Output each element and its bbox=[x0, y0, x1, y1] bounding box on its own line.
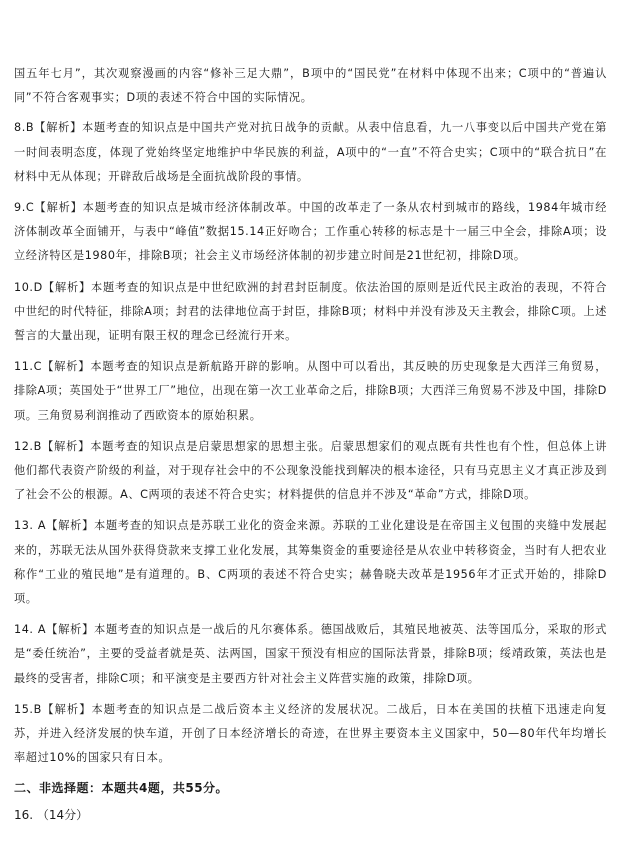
paragraph-7-continued: 国五年七月”，其次观察漫画的内容“修补三足大鼎”，B项中的“国民党”在材料中体现不出来；C项中的“普遍认同”不符合客观事实；D项的表述不符合中国的实际情况。 bbox=[14, 67, 607, 105]
answer-12-explanation: 12.B【解析】本题考查的知识点是启蒙思想家的思想主张。启蒙思想家们的观点既有共性也有个性，但总体上讲他们都代表资产阶级的利益，对于现存社会中的不公现象没能找到解决的根本途径，只有马克思主义才真正涉及到了社会不公的根源。A、C两项的表述不符合史实；材料提供的信息并不涉及“革命”方式，排除D项。 bbox=[14, 439, 607, 502]
question-16-label: 16. （14分） bbox=[14, 808, 89, 823]
answer-14-explanation: 14. A【解析】本题考查的知识点是一战后的凡尔赛体系。德国战败后，其殖民地被英、法等国瓜分，采取的形式是“委任统治”，主要的受益者就是英、法两国，国家干预没有相应的国际法背景，排除B项；绥靖政策，英法也是最终的受害者，排除C项；和平演变是主要西方针对社会主义阵营实施的政策，排除D项。 bbox=[14, 623, 607, 685]
answer-8-explanation: 8.B【解析】本题考查的知识点是中国共产党对抗日战争的贡献。从表中信息看，九一八事变以后中国共产党在第一时间表明态度，体现了党始终坚定地维护中华民族的利益，A项中的“一直”不符合史实；C项中的“联合抗日”在材料中无从体现；开辟敌后战场是全面抗战阶段的事情。 bbox=[14, 121, 607, 183]
answer-9-explanation: 9.C【解析】本题考查的知识点是城市经济体制改革。中国的改革走了一条从农村到城市的路线，1984年城市经济体制改革全面铺开，与表中“峰值”数据15.14正好吻合；工作重心转移的标志是十一届三中全会，排除A项；设立经济特区是1980年，排除B项；社会主义市场经济体制的初步建立时间是21世纪初，排除D项。 bbox=[14, 201, 607, 263]
answer-13-explanation: 13. A【解析】本题考查的知识点是苏联工业化的资金来源。苏联的工业化建设是在帝国主义包围的夹缝中发展起来的，苏联无法从国外获得贷款来支撑工业化发展，其筹集资金的重要途径是从农业中转移资金，当时有人把农业称作“工业的殖民地”是有道理的。B、C两项的表述不符合史实；赫鲁晓夫改革是1956年才正式开始的，排除D项。 bbox=[14, 519, 607, 606]
answer-10-explanation: 10.D【解析】本题考查的知识点是中世纪欧洲的封君封臣制度。依法治国的原则是近代民主政治的表现，不符合中世纪的时代特征，排除A项；封君的法律地位高于封臣，排除B项；材料中并没有涉及天主教会，排除C项。上述誓言的大量出现，证明有限王权的理念已经流行开来。 bbox=[14, 280, 607, 343]
answer-15-explanation: 15.B【解析】本题考查的知识点是二战后资本主义经济的发展状况。二战后，日本在美国的扶植下迅速走向复苏，并进入经济发展的快车道，开创了日本经济增长的奇迹，在世界主要资本主义国家中，50—80年代年均增长率超过10%的国家只有日本。 bbox=[14, 702, 607, 765]
section-heading: 二、非选择题：本题共4题，共55分。 bbox=[14, 781, 229, 796]
answer-11-explanation: 11.C【解析】本题考查的知识点是新航路开辟的影响。从图中可以看出，其反映的历史现象是大西洋三角贸易，排除A项；英国处于“世界工厂”地位，出现在第一次工业革命之后，排除B项；大西洋三角贸易不涉及中国，排除D项。三角贸易利润推动了西欧资本的原始积累。 bbox=[14, 360, 607, 422]
